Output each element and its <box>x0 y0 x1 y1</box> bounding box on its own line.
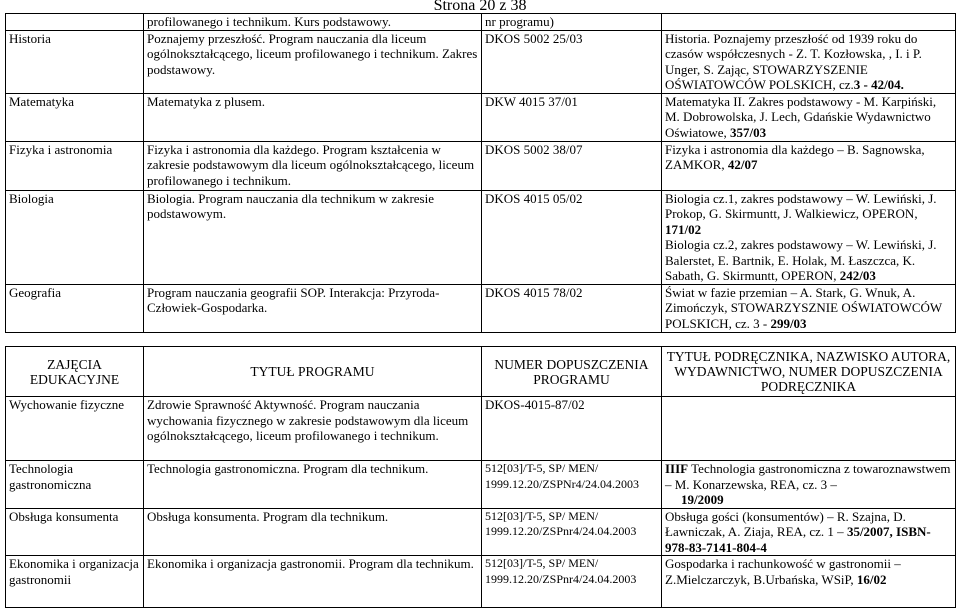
table-row <box>6 14 956 31</box>
textbook-cell <box>662 461 956 509</box>
program-cell: Program nauczania geografii SOP. Interakcja: Przyroda-Człowiek-Gospodarka. <box>144 284 482 332</box>
textbook-text: Gospodarka i rachunkowość w gastronomii – Z.Mielczarczyk, B.Urbańska, WSiP, <box>665 556 901 587</box>
approval-number: 299/03 <box>770 315 807 331</box>
approval-number: 19/2009 <box>681 492 724 507</box>
table-row <box>6 508 956 556</box>
table-row <box>6 461 956 509</box>
textbook-text: Matematyka II. Zakres podstawowy - M. Karpiński, M. Dobrowolska, J. Lech, Gdańskie Wydawnictwo Oświatowe, <box>665 93 937 140</box>
number-cell: DKOS 4015 05/02 <box>482 190 662 284</box>
program-cell: Biologia. Program nauczania dla technikum w zakresie podstawowym. <box>144 190 482 284</box>
column-header-number: NUMER DOPUSZCZENIA PROGRAMU <box>482 347 662 397</box>
approval-number: 42/07 <box>727 157 758 172</box>
textbook-cell <box>662 30 956 93</box>
number-cell: DKOS 5002 25/03 <box>482 30 662 93</box>
approval-number: 16/02 <box>856 571 887 587</box>
table-row <box>6 93 956 141</box>
column-header-program: TYTUŁ PROGRAMU <box>144 347 482 397</box>
table-row <box>6 190 956 284</box>
subject-cell: Obsługa konsumenta <box>6 508 144 556</box>
textbook-text: Obsługa gości (konsumentów) – R. Szajna, D. Ławniczak, A. Ziaja, REA, cz. 1 – <box>665 508 906 539</box>
textbook-cell <box>662 508 956 556</box>
approval-number: 35/2007, ISBN-978-83-7141-804-4 <box>665 524 931 555</box>
program-cell: Fizyka i astronomia dla każdego. Program kształcenia w zakresie podstawowym dla liceum ogólnokształcącego, liceum profilowanego i technikum. <box>144 141 482 190</box>
table-row <box>6 284 956 332</box>
number-cell: 512[03]/T-5, SP/ MEN/ 1999.12.20/ZSPNr4/24.04.2003 <box>482 461 662 509</box>
textbook-cell <box>662 141 956 190</box>
column-header-textbook: TYTUŁ PODRĘCZNIKA, NAZWISKO AUTORA, WYDAWNICTWO, NUMER DOPUSZCZENIA PODRĘCZNIKA <box>662 347 956 397</box>
textbook-cell <box>662 93 956 141</box>
number-cell: DKOS 4015 78/02 <box>482 284 662 332</box>
number-cell: DKOS 5002 38/07 <box>482 141 662 190</box>
subject-cell: Matematyka <box>6 93 144 141</box>
approval-number: 357/03 <box>730 124 767 140</box>
program-cell: Matematyka z plusem. <box>144 93 482 141</box>
approval-number: 242/03 <box>839 268 876 283</box>
textbook-text: Biologia cz.2, zakres podstawowy – W. Lewiński, J. Balerstet, E. Bartnik, E. Holak, M. Łaszczca, K. Sabath, G. Skirmuntt, OPERON, <box>665 237 937 283</box>
textbook-text: Biologia cz.1, zakres podstawowy – W. Lewiński, J. Prokop, G. Skirmuntt, J. Walkiewicz, OPERON, <box>665 190 937 221</box>
number-cell: DKW 4015 37/01 <box>482 93 662 141</box>
table-row <box>6 556 956 608</box>
program-cell: Poznajemy przeszłość. Program nauczania dla liceum ogólnokształcącego, liceum profilowanego i technikum. Zakres podstawowy. <box>144 30 482 93</box>
number-cell: DKOS-4015-87/02 <box>482 397 662 461</box>
curriculum-table-top <box>5 13 956 333</box>
table-row <box>6 30 956 93</box>
page-number-label: Strona 20 z 38 <box>433 0 527 14</box>
textbook-cell <box>662 14 956 31</box>
textbook-text: Technologia gastronomiczna z towaroznawstwem – M. Konarzewska, REA, cz. 3 – <box>665 461 951 492</box>
subject-cell: Biologia <box>6 190 144 284</box>
number-cell: 512[03]/T-5, SP/ MEN/ 1999.12.20/ZSPnr4/24.04.2003 <box>482 508 662 556</box>
table-row <box>6 141 956 190</box>
textbook-text: Świat w fazie przemian – A. Stark, G. Wnuk, A. Zimończyk, STOWARZYSZNIE OŚWIATOWCÓW POLSKICH, cz. 3 - <box>665 284 942 331</box>
subject-cell: Geografia <box>6 284 144 332</box>
number-cell: 512[03]/T-5, SP/ MEN/ 1999.12.20/ZSPnr4/24.04.2003 <box>482 556 662 608</box>
column-header-subject: ZAJĘCIA EDUKACYJNE <box>6 347 144 397</box>
program-cell: Zdrowie Sprawność Aktywność. Program nauczania wychowania fizycznego w zakresie podstawowym dla liceum ogólnokształcącego, liceum profilowanego i technikum. <box>144 397 482 461</box>
program-cell: profilowanego i technikum. Kurs podstawowy. <box>144 14 482 31</box>
subject-cell: Historia <box>6 30 144 93</box>
subject-cell: Ekonomika i organizacja gastronomii <box>6 556 144 608</box>
table-row <box>6 397 956 461</box>
subject-cell <box>6 14 144 31</box>
program-cell: Technologia gastronomiczna. Program dla technikum. <box>144 461 482 509</box>
program-cell: Obsługa konsumenta. Program dla technikum. <box>144 508 482 556</box>
textbook-cell <box>662 397 956 461</box>
textbook-text: Fizyka i astronomia dla każdego – B. Sagnowska, ZAMKOR, <box>665 141 925 172</box>
program-cell: Ekonomika i organizacja gastronomii. Program dla technikum. <box>144 556 482 608</box>
subject-cell: Fizyka i astronomia <box>6 141 144 190</box>
textbook-cell <box>662 284 956 332</box>
approval-number: 171/02 <box>665 221 702 237</box>
number-cell: nr programu) <box>482 14 662 31</box>
textbook-code: IIIF <box>665 461 689 476</box>
approval-number: 3 - 42/04. <box>853 77 904 92</box>
subject-cell: Technologia gastronomiczna <box>6 461 144 509</box>
textbook-cell <box>662 556 956 608</box>
curriculum-table-bottom <box>5 346 956 608</box>
subject-cell: Wychowanie fizyczne <box>6 397 144 461</box>
textbook-cell <box>662 190 956 284</box>
header-row <box>6 347 956 397</box>
textbook-text: Historia. Poznajemy przeszłość od 1939 roku do czasów współczesnych - Z. T. Kozłowska, , I. i P. Unger, S. Zając, STOWARZYSZENIE OŚWIATOWCÓW POLSKICH, cz. <box>665 30 922 92</box>
